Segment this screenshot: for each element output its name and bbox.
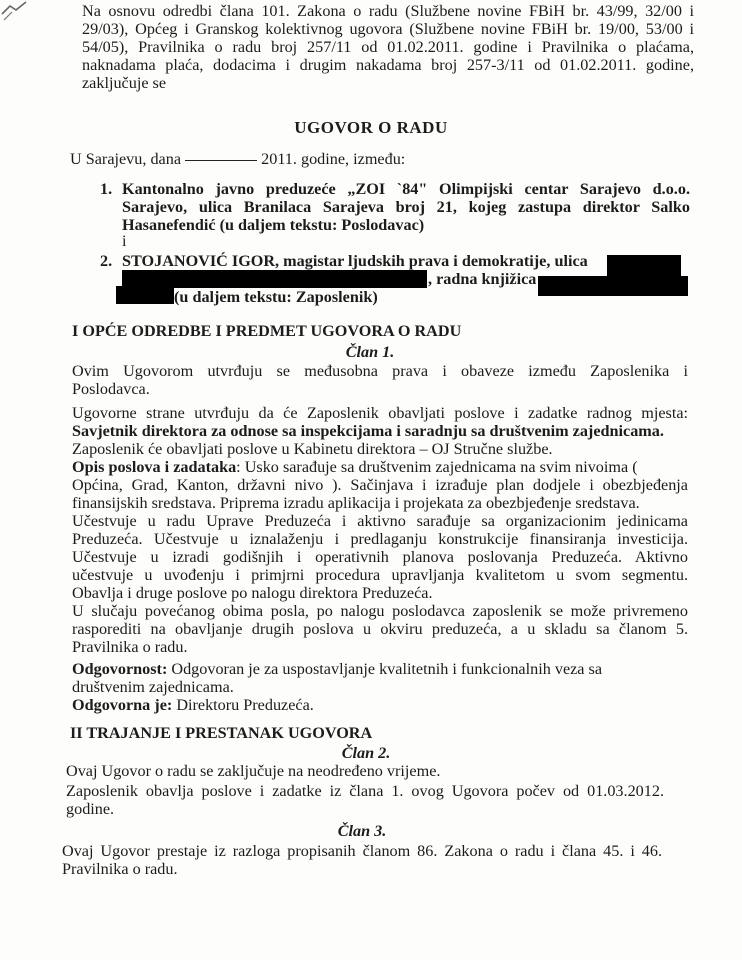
- body-line: Zaposlenik obavlja poslove i zadatke iz člana 1. ovog Ugovora počev od 01.03.2012.: [66, 782, 664, 800]
- body-line: društvenim zajednicama.: [72, 678, 234, 696]
- body-line: Ovaj Ugovor o radu se zaključuje na neodređeno vrijeme.: [66, 762, 441, 780]
- body-line: Učestvuje u radu Uprave Preduzeća i aktivno sarađuje sa organizacionim jedinicama: [72, 512, 688, 530]
- body-line: Pravilnika o radu.: [72, 638, 188, 656]
- party-2-line: , radna knjižica: [428, 270, 537, 288]
- place-date-suffix: 2011. godine, između:: [261, 150, 406, 168]
- intro-line: Na osnovu odredbi člana 101. Zakona o radu (Službene novine FBiH br. 43/99, 32/00 i: [82, 2, 694, 20]
- responsibility-text: Odgovoran je za uspostavljanje kvalitetnih i funkcionalnih veza sa: [167, 660, 603, 678]
- body-line: U slučaju povećanog obima posla, po nalogu poslodavca zaposlenik se može privremeno: [72, 602, 688, 620]
- party-1-line: Hasanefendić (u daljem tekstu: Poslodavac): [122, 216, 425, 234]
- section-heading: II TRAJANJE I PRESTANAK UGOVORA: [70, 724, 373, 742]
- intro-line: 29/03), Općeg i Granskog kolektivnog ugovora (Službene novine FBiH br. 19/00, 53/00 i: [82, 20, 694, 38]
- party-2-number: 2.: [100, 252, 113, 270]
- reports-to-text: Direktoru Preduzeća.: [172, 696, 314, 714]
- document-title: UGOVOR O RADU: [294, 118, 448, 137]
- job-description-text: : Usko sarađuje sa društvenim zajednicama na svim nivoima (: [236, 458, 638, 476]
- responsibility-line: [72, 660, 688, 678]
- reports-to-line: [72, 696, 314, 714]
- reports-to-label: Odgovorna je:: [72, 696, 173, 714]
- body-line: Preduzeća. Učestvuje u iznalaženju i predlaganju konstrukcije finansiranja investicija.: [72, 530, 688, 548]
- article-heading: Član 2.: [341, 744, 391, 762]
- redaction-box: [538, 276, 688, 296]
- body-line: Ovim Ugovorom utvrđuju se međusobna prava i obaveze između Zaposlenika i: [72, 362, 688, 380]
- redaction-box: [607, 255, 681, 277]
- body-line: rasporediti na obavljanje drugih poslova u okviru preduzeća, a u skladu sa članom 5.: [72, 620, 688, 638]
- responsibility-label: Odgovornost:: [72, 660, 168, 678]
- article-heading: Član 1.: [345, 343, 395, 361]
- party-1-line: Sarajevo, ulica Branilaca Sarajeva broj 21, kojeg zastupa direktor Salko: [122, 198, 690, 216]
- body-line: Poslodavca.: [72, 380, 150, 398]
- party-1-line: Kantonalno javno preduzeće „ZOI `84" Olimpijski centar Sarajevo d.o.o.: [122, 180, 690, 198]
- job-description-line: [72, 458, 688, 476]
- job-position-line: Savjetnik direktora za odnose sa inspekcijama i saradnju sa društvenim zajednicama.: [72, 422, 664, 440]
- body-line: Općina, Grad, Kanton, državni nivo ). Sačinjava i izrađuje plan dodjele i obezbjeđenja: [72, 476, 688, 494]
- body-line: Ugovorne strane utvrđuju da će Zaposlenik obavljati poslove i zadatke radnog mjesta:: [72, 404, 688, 422]
- party-2-line: (u daljem tekstu: Zaposlenik): [174, 288, 378, 306]
- place-date-prefix: U Sarajevu, dana: [70, 150, 182, 168]
- body-line: finansijskih sredstava. Priprema izradu aplikacija i projekata za obezbjeđenje sredstava.: [72, 494, 640, 512]
- intro-line: zaključuje se: [82, 74, 167, 92]
- place-date-line: [70, 150, 405, 168]
- body-line: učestvuje u uvođenju i primjrni procedura upravljanja kvalitetom u svom segmentu.: [72, 566, 688, 584]
- intro-line: 54/05), Pravilnika o radu broj 257/11 od 01.02.2011. godine i Pravilnika o plaćama,: [82, 38, 694, 56]
- redaction-box: [116, 286, 174, 304]
- party-2-line: STOJANOVIĆ IGOR, magistar ljudskih prava i demokratije, ulica: [122, 252, 588, 270]
- date-blank-field: [185, 159, 257, 161]
- conjunction-and: i: [122, 232, 127, 250]
- body-line: Obavlja i druge poslove po nalogu direktora Preduzeća.: [72, 584, 433, 602]
- article-heading: Član 3.: [337, 822, 387, 840]
- intro-line: naknadama plaća, dodacima i drugim nakadama broj 257-3/11 od 01.02.2011. godine,: [82, 56, 694, 74]
- body-line: Zaposlenik će obavljati poslove u Kabinetu direktora – OJ Stručne službe.: [72, 440, 553, 458]
- section-heading: I OPĆE ODREDBE I PREDMET UGOVORA O RADU: [72, 322, 462, 340]
- staple-mark-icon: [0, 0, 60, 28]
- body-line: Učestvuje u izradi godišnjih i operativnih planova poslovanja Preduzeća. Aktivno: [72, 548, 688, 566]
- party-1-number: 1.: [100, 180, 113, 198]
- job-description-label: Opis poslova i zadataka: [72, 458, 237, 476]
- body-line: Ovaj Ugovor prestaje iz razloga propisanih članom 86. Zakona o radu i člana 45. i 46.: [62, 842, 662, 860]
- body-line: Pravilnika o radu.: [62, 860, 178, 878]
- body-line: godine.: [66, 800, 115, 818]
